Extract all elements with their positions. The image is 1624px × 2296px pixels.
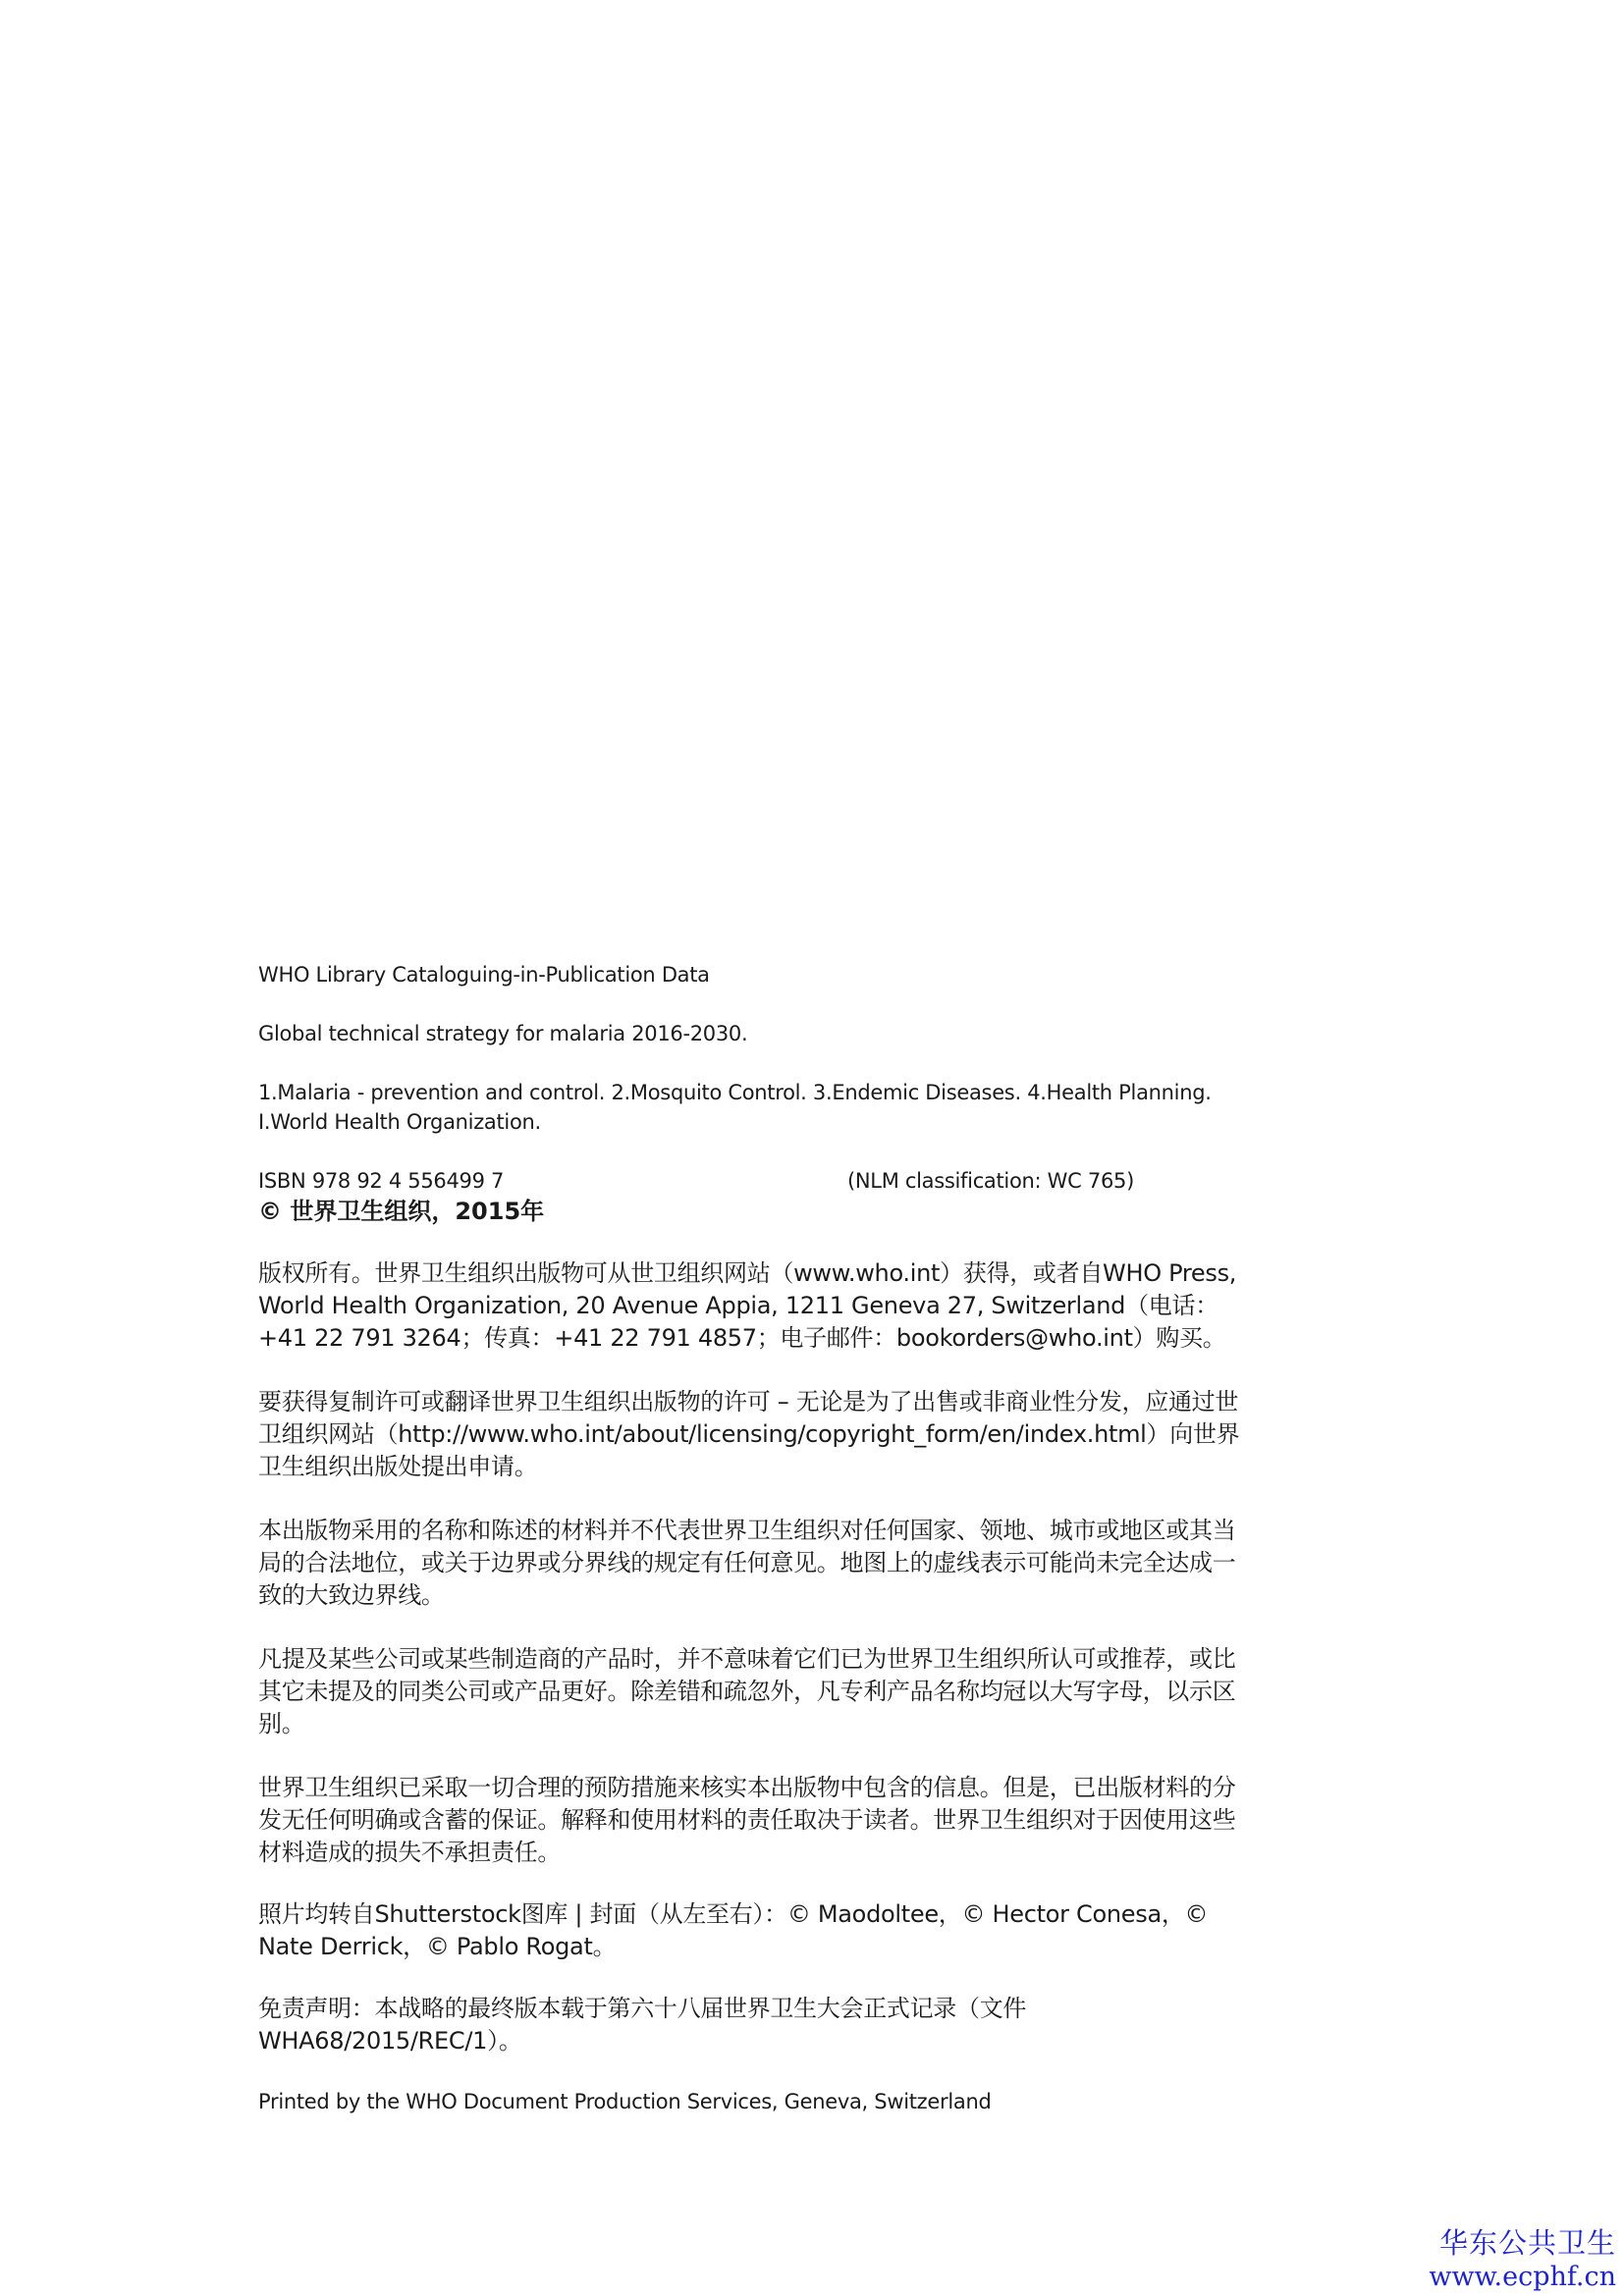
printed-by: Printed by the WHO Document Production Services, Geneva, Switzerland — [258, 2090, 992, 2113]
permission-paragraph: 要获得复制许可或翻译世界卫生组织出版物的许可 – 无论是为了出售或非商业性分发，应通过世卫组织网站（http://www.who.int/about/licensing/copyright_form/en/index.html）向世界卫生组织出版处提出申请。 — [258, 1388, 1240, 1480]
copyright-heading: © 世界卫生组织，2015年 — [258, 1198, 545, 1225]
watermark-name: 华东公共卫生 — [1438, 2226, 1616, 2260]
publication-title: Global technical strategy for malaria 2016-2030. — [258, 1022, 748, 1045]
rights-paragraph: 版权所有。世界卫生组织出版物可从世卫组织网站（www.who.int）获得，或者自WHO Press, World Health Organization, 20 Avenue Appia, 1211 Geneva 27, Switzerland（电话：+41 22 791 3264；传真：+41 22 791 4857；电子邮件：bookorders@who.int）购买。 — [258, 1259, 1237, 1352]
precautions-paragraph: 世界卫生组织已采取一切合理的预防措施来核实本出版物中包含的信息。但是，已出版材料的分发无任何明确或含蓄的保证。解释和使用材料的责任取决于读者。世界卫生组织对于因使用这些材料造成的损失不承担责任。 — [258, 1774, 1236, 1866]
watermark-stamp — [1429, 2225, 1616, 2294]
nlm-classification: (NLM classification: WC 765) — [847, 1169, 1134, 1193]
subject-headings: 1.Malaria - prevention and control. 2.Mosquito Control. 3.Endemic Diseases. 4.Health Planning. I.World Health Organization. — [258, 1081, 1212, 1134]
isbn: ISBN 978 92 4 556499 7 — [258, 1169, 505, 1193]
cip-and-copyright-block — [258, 960, 1255, 2116]
companies-paragraph: 凡提及某些公司或某些制造商的产品时，并不意味着它们已为世界卫生组织所认可或推荐，或比其它未提及的同类公司或产品更好。除差错和疏忽外，凡专利产品名称均冠以大写字母，以示区别。 — [258, 1645, 1236, 1737]
isbn-row — [258, 1166, 1255, 1196]
photo-credits-paragraph: 照片均转自Shutterstock图库 | 封面（从左至右）：© Maodoltee，© Hector Conesa，© Nate Derrick，© Pablo Rogat。 — [258, 1900, 1209, 1960]
watermark-url: www.ecphf.cn — [1429, 2262, 1616, 2292]
disclaimer-paragraph: 免责声明：本战略的最终版本载于第六十八届世界卫生大会正式记录（文件 WHA68/2015/REC/1）。 — [258, 1995, 1027, 2055]
designations-paragraph: 本出版物采用的名称和陈述的材料并不代表世界卫生组织对任何国家、领地、城市或地区或其当局的合法地位，或关于边界或分界线的规定有任何意见。地图上的虚线表示可能尚未完全达成一致的大致边界线。 — [258, 1517, 1236, 1609]
cip-heading: WHO Library Cataloguing-in-Publication Data — [258, 963, 710, 987]
